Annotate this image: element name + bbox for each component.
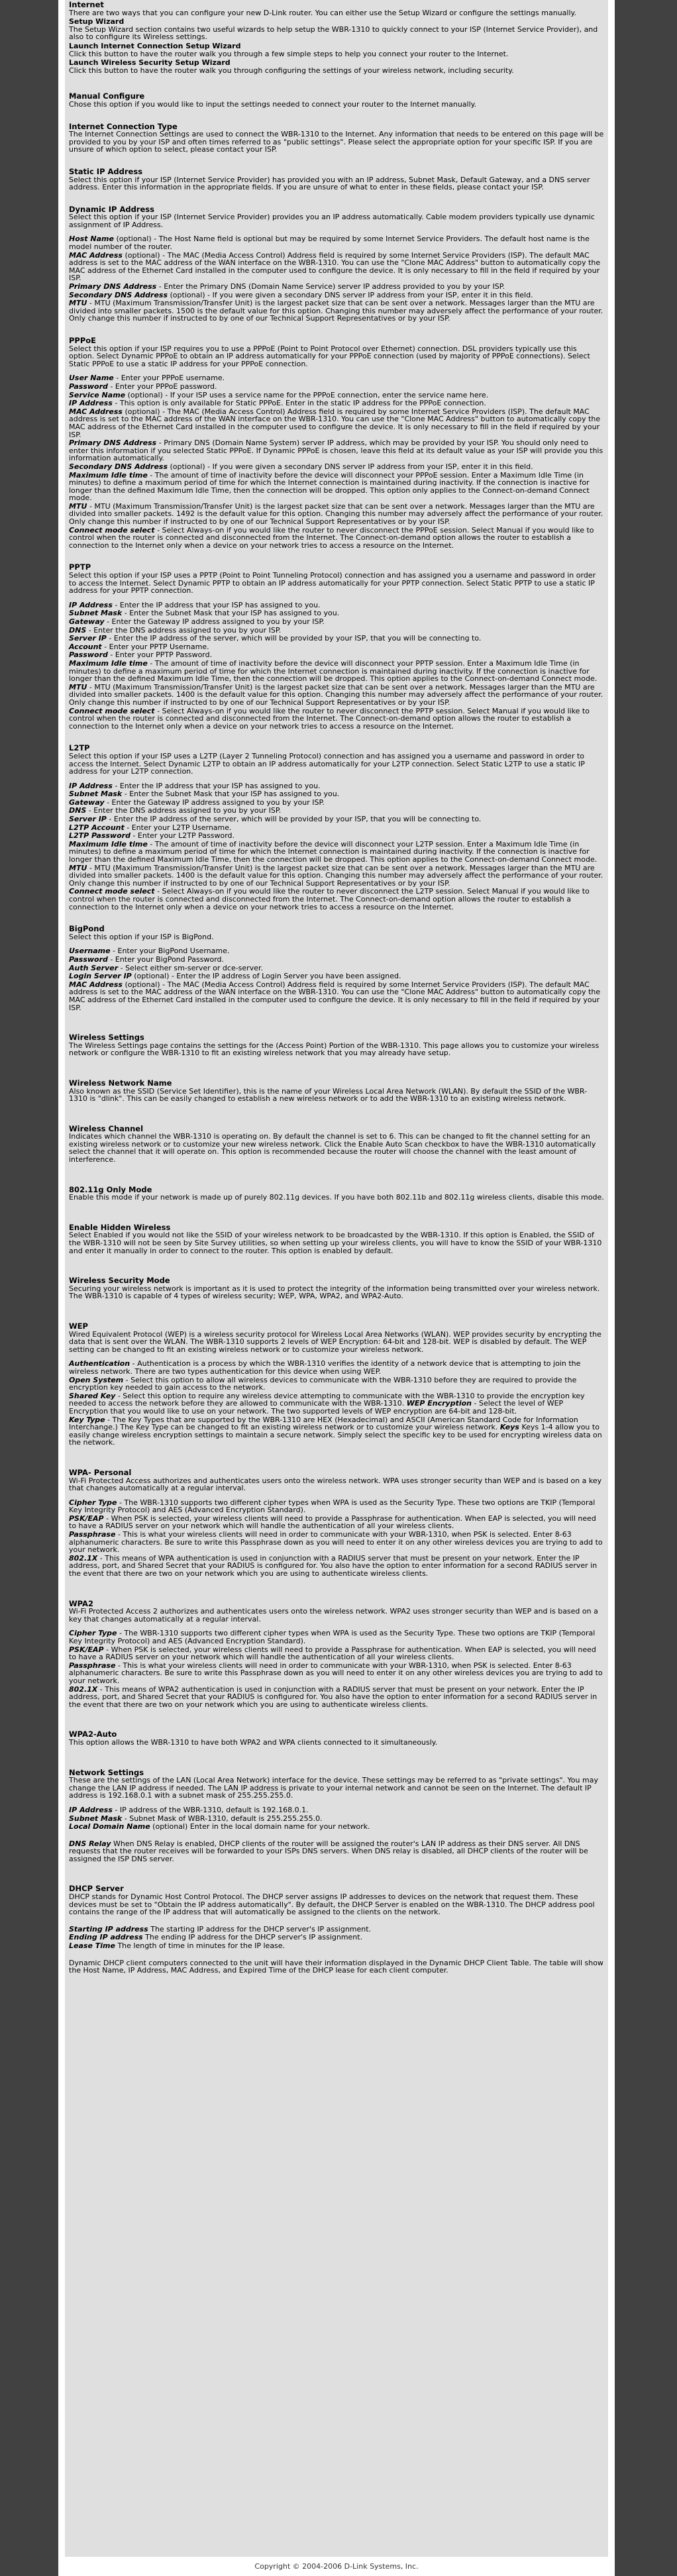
field-label: Local Domain Name xyxy=(69,1822,150,1831)
field-label: 802.1X xyxy=(69,1553,98,1563)
field-description xyxy=(69,807,604,815)
field-text: - IP address of the WBR-1310, default is 192.168.0.1. xyxy=(115,1805,309,1814)
field-label: L2TP Account xyxy=(69,823,125,832)
field-text: - Select Always-on if you would like the router to never disconnect the PPTP session. Select Manual if you would like to control when the router is connected and disconnected from the Internet. The Connect-on-demand option allows the router to establish a connection to the Internet only when a device on your network tries to access a resource on the Internet. xyxy=(69,706,590,731)
field-label: MTU xyxy=(69,299,87,308)
field-text: - Enter the Gateway IP address assigned to you by your ISP. xyxy=(107,798,325,807)
subsection-title: Launch Wireless Security Setup Wizard xyxy=(69,58,231,68)
field-description xyxy=(69,1646,604,1661)
field-text: (optional) - Enter the IP address of Login Server you have been assigned. xyxy=(134,972,401,981)
field-description xyxy=(69,643,604,651)
field-text: - The WBR-1310 supports two different cipher types when WPA is used as the Security Type. These two options are TKIP (Temporal Key Integrity Protocol) and AES (Advanced Encryption Standard). xyxy=(69,1498,596,1515)
field-description xyxy=(69,1392,604,1416)
section-text: Click this button to have the router walk you through a few simple steps to help you connect your router to the Internet. xyxy=(69,49,509,58)
section-manual-configure xyxy=(69,93,604,108)
section-hidden-wireless xyxy=(69,1224,604,1255)
field-text: - The amount of time of inactivity before the device will disconnect your L2TP session. Enter a Maximum Idle Time (in minutes) to define a maximum period of time for which the Internet connection is maintained during inactivity. If the connection is inactive for longer than the defined Maximum Idle Time, then the connection will be dropped. This option applies to the Connect-on-demand Connect mode. xyxy=(69,839,598,864)
field-label: Open System xyxy=(69,1375,124,1384)
field-description xyxy=(69,782,604,790)
field-description xyxy=(69,841,604,864)
field-label: IP Address xyxy=(69,1805,113,1814)
section-title: Wireless Channel xyxy=(69,1123,144,1133)
field-label: Passphrase xyxy=(69,1530,116,1539)
field-text: - Authentication is a process by which the WBR-1310 verifies the identity of a network device that is attempting to join the wireless network. There are two types authentication for this device when using WEP. xyxy=(69,1359,581,1376)
field-description xyxy=(69,790,604,798)
field-description xyxy=(69,815,604,823)
section-title: Manual Configure xyxy=(69,91,145,101)
field-text: - Enter the DNS address assigned to you by your ISP. xyxy=(88,806,282,815)
section-wireless-channel xyxy=(69,1125,604,1164)
field-text: - Enter the DNS address assigned to you by your ISP. xyxy=(88,625,282,635)
field-description xyxy=(69,1926,604,1933)
field-label: DNS xyxy=(69,625,87,635)
field-label: Connect mode select xyxy=(69,525,155,535)
field-label: Username xyxy=(69,947,111,956)
field-text: - This is what your wireless clients will need in order to communicate with your WBR-1310, when PSK is selected. Enter 8-63 alphanumeric characters. Be sure to write this Passphrase down as you will need to enter it on any other wireless devices you are trying to add to your network. xyxy=(69,1530,603,1555)
field-label: MAC Address xyxy=(69,980,123,989)
section-text: Securing your wireless network is important as it is used to protect the integrity of the information being transmitted over your wireless network. The WBR-1310 is capable of 4 types of wireless security; WEP, WPA, WPA2, and WPA2-Auto. xyxy=(69,1284,600,1301)
section-text: DHCP stands for Dynamic Host Control Protocol. The DHCP server assigns IP addresses to devices on the network that request them. These devices must be set to "Obtain the IP address automatically". By default, the DHCP Server is enabled on the WBR-1310. The DHCP address pool contains the range of the IP address that will automatically be assigned to the clients on the network. xyxy=(69,1892,595,1917)
field-label: Lease Time xyxy=(69,1941,115,1951)
field-description xyxy=(69,972,604,980)
field-label: Gateway xyxy=(69,798,105,807)
field-text: - When PSK is selected, your wireless clients will need to provide a Passphrase for authentication. When EAP is selected, you will need to have a RADIUS server on your network which will handle the authentication of all your wireless clients. xyxy=(69,1514,596,1531)
field-description xyxy=(69,888,604,911)
field-text: (optional) - The MAC (Media Access Control) Address field is required by some Internet Service Providers (ISP). The default MAC address is set to the MAC address of the WAN interface on the WBR-1310. You can use the "Clone MAC Address" button to automatically copy the MAC address of the Ethernet Card installed in the computer used to configure the device. It is only necessary to fill in the field if required by your ISP. xyxy=(69,407,601,439)
help-content xyxy=(65,0,608,2557)
section-text: Also known as the SSID (Service Set Identifier), this is the name of your Wireless Local Area Network (WLAN). By default the SSID of the WBR-1310 is "dlink". This can be easily changed to establish a new wireless network or to add the WBR-1310 to an existing wireless network. xyxy=(69,1086,588,1104)
section-title: WPA- Personal xyxy=(69,1467,132,1477)
field-label: Gateway xyxy=(69,617,105,626)
field-text: - Enter the IP address that your ISP has assigned to you. xyxy=(115,781,321,790)
section-text: Select this option if your ISP uses a L2TP (Layer 2 Tunneling Protocol) connection and has assigned you a username and password in order to access the Internet. Select Dynamic L2TP to obtain an IP address automatically for your L2TP connection. Select Static L2TP to use a static IP address for your L2TP connection. xyxy=(69,751,585,776)
field-label: PSK/EAP xyxy=(69,1645,104,1654)
field-text: - When PSK is selected, your wireless clients will need to provide a Passphrase for authentication. When EAP is selected, you will need to have a RADIUS server on your network which will handle the authentication of all your wireless clients. xyxy=(69,1645,596,1662)
section-title: Network Settings xyxy=(69,1767,144,1777)
section-wireless-network-name xyxy=(69,1080,604,1103)
field-description xyxy=(69,964,604,972)
section-g-only-mode xyxy=(69,1186,604,1202)
field-label: Subnet Mask xyxy=(69,609,123,618)
field-description xyxy=(69,463,604,471)
section-internet xyxy=(69,1,604,74)
field-text: - Enter your PPPoE password. xyxy=(110,382,217,391)
field-text: - Enter the Subnet Mask that your ISP has assigned to you. xyxy=(124,790,340,799)
footer-copyright: Copyright © 2004-2006 D-Link Systems, Inc. xyxy=(58,2557,615,2576)
field-label: Subnet Mask xyxy=(69,790,123,799)
field-label: Password xyxy=(69,954,108,964)
section-dynamic-ip xyxy=(69,206,604,323)
field-description xyxy=(69,609,604,617)
field-description xyxy=(69,503,604,526)
field-label: Connect mode select xyxy=(69,887,155,896)
field-description xyxy=(69,439,604,462)
field-text: - Select either sm-server or dce-server. xyxy=(120,963,263,972)
section-text: Select this option if your ISP (Internet Service Provider) provides you an IP address automatically. Cable modem providers typically use dynamic assignment of IP Address. xyxy=(69,213,595,229)
section-network-settings xyxy=(69,1769,604,1863)
field-description xyxy=(69,684,604,707)
field-text: (optional) - The Host Name field is optional but may be required by some Internet Service Providers. The default host name is the model number of the router. xyxy=(69,234,590,252)
field-text: (optional) - If you were given a secondary DNS server IP address from your ISP, enter it in this field. xyxy=(170,462,533,471)
section-title: 802.11g Only Mode xyxy=(69,1184,152,1194)
section-title: WEP xyxy=(69,1321,88,1331)
field-label: L2TP Password xyxy=(69,831,130,841)
field-description xyxy=(69,299,604,323)
field-description xyxy=(69,864,604,888)
field-text: - Enter your BigPond Password. xyxy=(110,954,225,964)
field-label: DNS Relay xyxy=(69,1839,111,1848)
section-text: There are two ways that you can configure your new D-Link router. You can either use the Setup Wizard or configure the settings manually. xyxy=(69,8,576,17)
section-text: Click this button to have the router walk you through configuring the settings of your wireless network, including security. xyxy=(69,66,514,75)
field-text: (optional) Enter in the local domain name for your network. xyxy=(152,1822,370,1831)
field-label: PSK/EAP xyxy=(69,1514,104,1523)
field-description xyxy=(69,391,604,399)
field-label: Shared Key xyxy=(69,1391,116,1400)
field-label: Connect mode select xyxy=(69,706,155,715)
section-connection-type xyxy=(69,123,604,154)
section-title: Enable Hidden Wireless xyxy=(69,1222,171,1232)
field-description xyxy=(69,601,604,609)
field-description xyxy=(69,1515,604,1530)
section-text: The Internet Connection Settings are used to connect the WBR-1310 to the Internet. Any information that needs to be entered on this page will be provided to you by your ISP and often times referred to as "public settings". Please select the appropriate option for your specific ISP. If you are unsure of which option to select, please contact your ISP. xyxy=(69,130,604,154)
field-label: Maximum Idle time xyxy=(69,658,148,668)
field-text: - MTU (Maximum Transmission/Transfer Unit) is the largest packet size that can be sent over a network. Messages larger than the MTU are divided into smaller packets. 1492 is the default value for this option. Changing this number may adversely affect the performance of your router. Only change this number if instructed to by one of our Technical Support Representatives or by your ISP. xyxy=(69,501,603,527)
field-description xyxy=(69,235,604,250)
field-description xyxy=(69,527,604,550)
section-wpa2 xyxy=(69,1600,604,1709)
field-description xyxy=(69,408,604,438)
field-label: Server IP xyxy=(69,815,107,824)
section-bigpond xyxy=(69,925,604,1011)
field-label: Host Name xyxy=(69,234,114,244)
field-description xyxy=(69,383,604,391)
field-text: - MTU (Maximum Transmission/Transfer Unit) is the largest packet size that can be sent over a network. Messages larger than the MTU are divided into smaller packets. 1400 is the default value for this option. Changing this number may adversely affect the performance of your router. Only change this number if instructed to by one of our Technical Support Representatives or by your ISP. xyxy=(69,682,603,707)
field-description xyxy=(69,981,604,1011)
field-description xyxy=(69,1815,604,1823)
field-text: - The amount of time of inactivity before the device will disconnect your PPPoE session. Enter a Maximum Idle Time (in minutes) to define a maximum period of time for which the Internet connection is maintained during inactivity. If the connection is inactive for longer than the defined Maximum Idle Time, then the connection will be dropped. This option only applies to the Connect-on-demand Connect mode. xyxy=(69,470,590,503)
field-text: (optional) - If you were given a secondary DNS server IP address from your ISP, enter it in this field. xyxy=(170,290,533,299)
subsection-title: Setup Wizard xyxy=(69,17,125,26)
section-l2tp xyxy=(69,745,604,911)
subsection-title: Launch Internet Connection Setup Wizard xyxy=(69,41,241,50)
section-text: Wi-Fi Protected Access 2 authorizes and authenticates users onto the wireless network. WPA2 uses stronger security than WEP and is based on a key that changes automatically at a regular interval. xyxy=(69,1607,598,1623)
section-static-ip xyxy=(69,168,604,191)
field-text: - Enter your L2TP Username. xyxy=(127,823,232,832)
field-description xyxy=(69,1499,604,1514)
section-title: Static IP Address xyxy=(69,166,143,176)
section-wpa2-auto xyxy=(69,1731,604,1746)
field-text: - Enter the Primary DNS (Domain Name Service) server IP address provided to you by your ISP. xyxy=(158,282,505,291)
field-text: - Enter the Gateway IP address assigned to you by your ISP. xyxy=(107,617,325,626)
field-text: The starting IP address for the DHCP server's IP assignment. xyxy=(150,1924,372,1933)
field-label: MTU xyxy=(69,501,87,511)
field-text: - Select Always-on if you would like the router to never disconnect the PPPoE session. Select Manual if you would like to control when the router is connected and disconnected from the Internet. The Connect-on-demand option allows the router to establish a connection to the Internet only when a device on your network tries to access a resource on the Internet. xyxy=(69,525,594,550)
section-wpa-personal xyxy=(69,1469,604,1578)
field-description xyxy=(69,1376,604,1392)
section-title: L2TP xyxy=(69,743,90,753)
section-text: The Setup Wizard section contains two useful wizards to help setup the WBR-1310 to quickly connect to your ISP (Internet Service Provider), and also to configure its Wireless settings. xyxy=(69,25,598,42)
field-label: Keys xyxy=(499,1423,519,1432)
section-title: PPPoE xyxy=(69,336,97,345)
field-description xyxy=(69,618,604,626)
section-pptp xyxy=(69,564,604,730)
section-title: WPA2 xyxy=(69,1598,93,1608)
field-description xyxy=(69,374,604,382)
field-text: - This option is only available for Static PPPoE. Enter in the static IP address for the PPPoE connection. xyxy=(115,399,486,408)
section-wireless-settings xyxy=(69,1034,604,1057)
section-text: This option allows the WBR-1310 to have both WPA2 and WPA clients connected to it simultaneously. xyxy=(69,1737,438,1747)
field-description xyxy=(69,1942,604,1950)
field-label: Server IP xyxy=(69,634,107,643)
field-label: Account xyxy=(69,642,102,651)
field-label: Primary DNS Address xyxy=(69,282,157,291)
field-text: - Enter the Subnet Mask that your ISP has assigned to you. xyxy=(124,609,340,618)
field-description xyxy=(69,1629,604,1645)
field-description xyxy=(69,1662,604,1685)
field-text: - Select Always-on if you would like the router to never disconnect the L2TP session. Select Manual if you would like to control when the router is connected and disconnected from the Internet. The Connect-on-demand option allows the router to establish a connection to the Internet only when a device on your network tries to access a resource on the Internet. xyxy=(69,887,590,911)
field-label: MAC Address xyxy=(69,250,123,260)
field-text: - Primary DNS (Domain Name System) server IP address, which may be provided by your ISP. You should only need to enter this information if you selected Static PPPoE. If Dynamic PPPoE is chosen, leave this field at its default value as your ISP will provide you this information automatically. xyxy=(69,438,603,463)
field-text: - Select the level of WEP Encryption that you would like to use on your network. The two supported levels of WEP encryption are 64-bit and 128-bit. xyxy=(69,1399,564,1416)
field-label: Maximum Idle time xyxy=(69,470,148,480)
section-text: Select this option if your ISP (Internet Service Provider) has provided you with an IP address, Subnet Mask, Default Gateway, and a DNS server address. Enter this information in the appropriate fields. If you are unsure of what to enter in these fields, please contact your ISP. xyxy=(69,175,590,192)
section-title: Internet Connection Type xyxy=(69,121,178,131)
field-text: Keys 1-4 allow you to easily change wireless encryption settings to maintain a secure network. Simply select the specific key to be used for encrypting wireless data on the network. xyxy=(69,1423,602,1447)
field-label: Cipher Type xyxy=(69,1498,117,1507)
section-text: Indicates which channel the WBR-1310 is operating on. By default the channel is set to 6. This can be changed to fit the channel setting for an existing wireless network or to customize your new wireless network. Click the Enable Auto Scan checkbox to have the WBR-1310 automatically select the channel that it will operate on. This option is recommended because the router will choose the channel with the least amount of interference. xyxy=(69,1132,596,1164)
field-label: Secondary DNS Address xyxy=(69,462,168,471)
field-label: Service Name xyxy=(69,390,126,399)
field-description xyxy=(69,1686,604,1709)
field-description xyxy=(69,635,604,643)
section-text: Select this option if your ISP requires you to use a PPPoE (Point to Point Protocol over Ethernet) connection. DSL providers typically use this option. Select Dynamic PPPoE to obtain an IP address automatically for your PPPoE connection (used by majority of PPPoE connections). Select Static PPPoE to use a static IP address for your PPPoE connection. xyxy=(69,344,590,368)
field-description xyxy=(69,956,604,964)
section-title: PPTP xyxy=(69,562,91,572)
field-description xyxy=(69,947,604,955)
section-pppoe xyxy=(69,337,604,549)
field-label: Primary DNS Address xyxy=(69,438,157,448)
field-text: - Select this option to allow all wireless devices to communicate with the WBR-1310 before they are required to provide the encryption key needed to gain access to the network. xyxy=(69,1375,577,1392)
field-label: Starting IP address xyxy=(69,1924,148,1933)
field-label: Ending IP address xyxy=(69,1933,143,1942)
section-text: Select Enabled if you would not like the SSID of your wireless network to be broadcasted by the WBR-1310. If this option is Enabled, the SSID of the WBR-1310 will not be seen by Site Survey utilities, so when setting up your wireless clients, you will have to know the SSID of your WBR-1310 and enter it manually in order to connect to the router. This option is enabled by default. xyxy=(69,1231,602,1255)
section-title: Internet xyxy=(69,0,104,9)
field-description xyxy=(69,1823,604,1831)
field-label: Password xyxy=(69,650,108,660)
field-description xyxy=(69,651,604,659)
section-text: Wi-Fi Protected Access authorizes and authenticates users onto the wireless network. WPA uses stronger security than WEP and is based on a key that changes automatically at a regular interval. xyxy=(69,1476,602,1493)
field-description xyxy=(69,291,604,299)
field-label: 802.1X xyxy=(69,1684,98,1694)
field-text: - Enter the IP address that your ISP has assigned to you. xyxy=(115,600,321,609)
field-label: MAC Address xyxy=(69,407,123,416)
field-description xyxy=(69,799,604,807)
section-text: Dynamic DHCP client computers connected to the unit will have their information displayed in the Dynamic DHCP Client Table. The table will show the Host Name, IP Address, MAC Address, and Expired Time of the DHCP lease for each client computer. xyxy=(69,1958,603,1975)
section-text: Enable this mode if your network is made up of purely 802.11g devices. If you have both 802.11b and 802.11g wireless clients, disable this mode. xyxy=(69,1193,604,1202)
field-label: Secondary DNS Address xyxy=(69,290,168,299)
field-description xyxy=(69,283,604,291)
field-description xyxy=(69,1933,604,1941)
field-label: Password xyxy=(69,382,108,391)
field-description xyxy=(69,824,604,832)
field-description xyxy=(69,627,604,635)
section-text: Select this option if your ISP is BigPond. xyxy=(69,932,214,941)
field-text: - This is what your wireless clients will need in order to communicate with your WBR-1310, when PSK is selected. Enter 8-63 alphanumeric characters. Be sure to write this Passphrase down as you will need to enter it on any other wireless devices you are trying to add to your network. xyxy=(69,1661,603,1685)
field-description xyxy=(69,1806,604,1814)
field-text: - The WBR-1310 supports two different cipher types when WPA is used as the Security Type. These two options are TKIP (Temporal Key Integrity Protocol) and AES (Advanced Encryption Standard). xyxy=(69,1629,596,1645)
field-text: - Enter your PPTP Password. xyxy=(110,650,213,660)
section-text: Wired Equivalent Protocol (WEP) is a wireless security protocol for Wireless Local Area Networks (WLAN). WEP provides security by encrypting the data that is sent over the WLAN. The WBR-1310 supports 2 levels of WEP Encryption: 64-bit and 128-bit. WEP is disabled by default. The WEP setting can be changed to fit an existing wireless network or to customize your wireless network. xyxy=(69,1329,601,1354)
field-text: - Enter your L2TP Password. xyxy=(132,831,235,841)
field-description xyxy=(69,472,604,502)
field-text: - Subnet Mask of WBR-1310, default is 255.255.255.0. xyxy=(124,1814,323,1823)
field-description xyxy=(69,1840,604,1863)
section-title: DHCP Server xyxy=(69,1884,124,1894)
field-description xyxy=(69,660,604,683)
field-description xyxy=(69,252,604,282)
field-label: Subnet Mask xyxy=(69,1814,123,1823)
field-text: - Enter the IP address of the server, which will be provided by your ISP, that you will be connecting to. xyxy=(109,815,482,824)
field-label: Maximum Idle time xyxy=(69,839,148,849)
section-text: The Wireless Settings page contains the settings for the (Access Point) Portion of the WBR-1310. This page allows you to customize your wireless network or configure the WBR-1310 to fit an existing wireless network that you may already have setup. xyxy=(69,1041,599,1058)
field-label: IP Address xyxy=(69,399,113,408)
field-text: (optional) - The MAC (Media Access Control) Address field is required by some Internet Service Providers (ISP). The default MAC address is set to the MAC address of the WAN interface on the WBR-1310. You can use the "Clone MAC Address" button to automatically copy the MAC address of the Ethernet Card installed in the computer used to configure the device. It is only necessary to fill in the field if required by your ISP. xyxy=(69,980,601,1012)
field-description xyxy=(69,1416,604,1447)
section-title: Wireless Security Mode xyxy=(69,1276,170,1286)
field-label: Passphrase xyxy=(69,1661,116,1670)
section-text: Chose this option if you would like to input the settings needed to connect your router to the Internet manually. xyxy=(69,99,477,109)
field-text: - Enter your PPTP Username. xyxy=(104,642,209,651)
field-description xyxy=(69,1531,604,1554)
field-text: - Enter your PPPoE username. xyxy=(116,374,225,383)
field-text: - The amount of time of inactivity before the device will disconnect your PPTP session. Enter a Maximum Idle Time (in minutes) to define a maximum period of time for which the Internet connection is maintained during inactivity. If the connection is inactive for longer than the defined Maximum Idle Time, then the connection will be dropped. This option applies to the Connect-on-demand Connect mode. xyxy=(69,658,598,684)
section-title: Wireless Network Name xyxy=(69,1078,172,1088)
section-title: Wireless Settings xyxy=(69,1033,144,1043)
field-label: Authentication xyxy=(69,1359,130,1368)
field-text: - This means of WPA2 authentication is used in conjunction with a RADIUS server that must be present on your network. Enter the IP address, port, and Shared Secret that your RADIUS is configured for. You also have the option to enter information for a second RADIUS server in the event that there are two on your network which you are using to authenticate wireless clients. xyxy=(69,1684,598,1709)
field-text: - Enter the IP address of the server, which will be provided by your ISP, that you will be connecting to. xyxy=(109,634,482,643)
field-description xyxy=(69,707,604,731)
field-label: Auth Server xyxy=(69,963,119,972)
field-text: The ending IP address for the DHCP server's IP assignment. xyxy=(145,1933,363,1942)
field-text: - This means of WPA authentication is used in conjunction with a RADIUS server that must be present on your network. Enter the IP address, port, and Shared Secret that your RADIUS is configured for. You also have the option to enter information for a second RADIUS server in the event that there are two on your network which you are using to authenticate wireless clients. xyxy=(69,1553,598,1578)
field-label: IP Address xyxy=(69,600,113,609)
section-dhcp-server xyxy=(69,1885,604,1974)
section-title: Dynamic IP Address xyxy=(69,204,154,214)
field-label: DNS xyxy=(69,806,87,815)
field-description xyxy=(69,399,604,407)
field-description xyxy=(69,1360,604,1375)
field-label: Cipher Type xyxy=(69,1629,117,1638)
section-title: BigPond xyxy=(69,924,105,934)
field-label: User Name xyxy=(69,374,114,383)
field-label: IP Address xyxy=(69,781,113,790)
section-security-mode xyxy=(69,1277,604,1300)
field-text: (optional) - The MAC (Media Access Control) Address field is required by some Internet Service Providers (ISP). The default MAC address is set to the MAC address of the WAN interface on the WBR-1310. You can use the "Clone MAC Address" button to automatically copy the MAC address of the Ethernet Card installed in the computer used to configure the device. It is only necessary to fill in the field if required by your ISP. xyxy=(69,250,601,283)
field-text: - The Key Types that are supported by the WBR-1310 are HEX (Hexadecimal) and ASCII (American Standard Code for Information Interchange.) The Key Type can be changed to fit an existing wireless network or to customize your wireless network. xyxy=(69,1415,578,1432)
section-text: Select this option if your ISP uses a PPTP (Point to Point Tunneling Protocol) connection and has assigned you a username and password in order to access the Internet. Select Dynamic PPTP to obtain an IP address automatically for your PPTP connection. Select Static PPTP to use a static IP address for your PPTP connection. xyxy=(69,571,596,595)
field-text: - Enter your BigPond Username. xyxy=(113,947,230,956)
field-label: WEP Encryption xyxy=(406,1399,472,1408)
field-text: - Select this option to require any wireless device attempting to communicate with the WBR-1310 to provide the encryption key needed to access the network before they are allowed to communicate with the WBR-1310. xyxy=(69,1391,585,1408)
field-text: When DNS Relay is enabled, DHCP clients of the router will be assigned the router's LAN IP address as their DNS server. All DNS requests that the router receives will be forwarded to your ISPs DNS servers. When DNS relay is disabled, all DHCP clients of the router will be assigned the ISP DNS server. xyxy=(69,1839,588,1863)
field-label: Login Server IP xyxy=(69,972,132,981)
field-label: MTU xyxy=(69,682,87,692)
section-wep xyxy=(69,1323,604,1447)
field-description xyxy=(69,1555,604,1578)
field-text: The length of time in minutes for the IP lease. xyxy=(117,1941,286,1951)
field-description xyxy=(69,832,604,840)
field-text: (optional) - If your ISP uses a service name for the PPPoE connection, enter the service name here. xyxy=(127,390,489,399)
field-label: Key Type xyxy=(69,1415,105,1424)
field-text: - MTU (Maximum Transmission/Transfer Unit) is the largest packet size that can be sent over a network. Messages larger than the MTU are divided into smaller packets. 1500 is the default value for this option. Changing this number may adversely affect the performance of your router. Only change this number if instructed to by one of our Technical Support Representatives or by your ISP. xyxy=(69,299,603,323)
field-text: - MTU (Maximum Transmission/Transfer Unit) is the largest packet size that can be sent over a network. Messages larger than the MTU are divided into smaller packets. 1400 is the default value for this option. Changing this number may adversely affect the performance of your router. Only change this number if instructed to by one of our Technical Support Representatives or by your ISP. xyxy=(69,863,603,888)
field-label: MTU xyxy=(69,863,87,872)
section-text: These are the settings of the LAN (Local Area Network) interface for the device. These settings may be referred to as "private settings". You may change the LAN IP address if needed. The LAN IP address is private to your internal network and cannot be seen on the Internet. The default IP address is 192.168.0.1 with a subnet mask of 255.255.255.0. xyxy=(69,1776,598,1800)
section-title: WPA2-Auto xyxy=(69,1729,117,1739)
